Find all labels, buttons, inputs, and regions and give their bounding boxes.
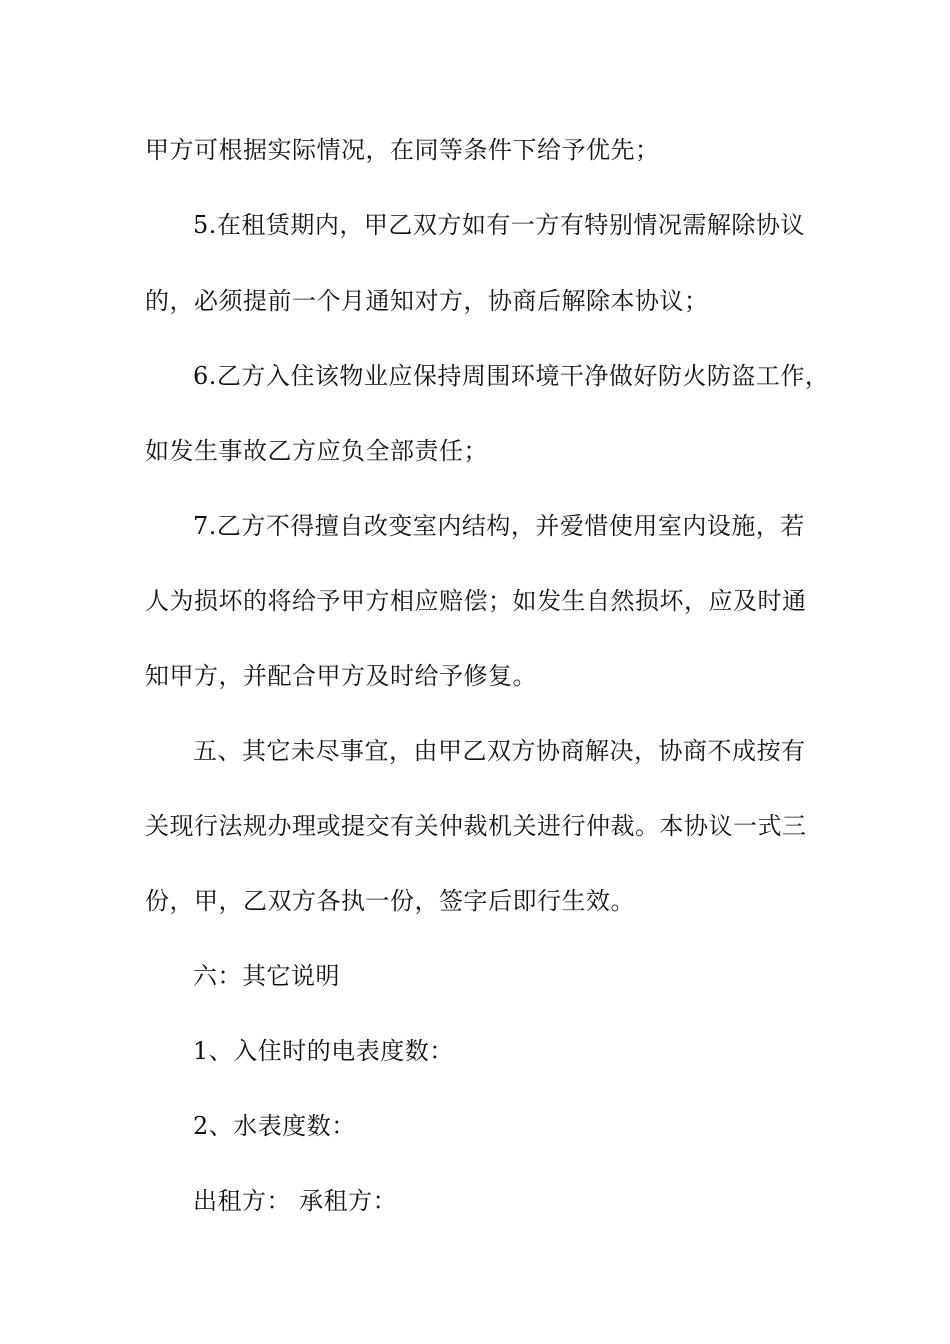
text-line: 关现行法规办理或提交有关仲裁机关进行仲裁。本协议一式三 — [145, 812, 807, 840]
text-line: 人为损坏的将给予甲方相应赔偿；如发生自然损坏，应及时通 — [145, 587, 807, 615]
text-line: 1、入住时的电表度数： — [193, 1037, 454, 1065]
text-line: 7.乙方不得擅自改变室内结构，并爱惜使用室内设施，若 — [193, 512, 805, 540]
text-line: 的，必须提前一个月通知对方，协商后解除本协议； — [145, 287, 709, 315]
text-line: 甲方可根据实际情况，在同等条件下给予优先； — [145, 136, 660, 164]
text-line: 如发生事故乙方应负全部责任； — [145, 437, 488, 465]
text-line: 5.在租赁期内，甲乙双方如有一方有特别情况需解除协议 — [193, 211, 805, 239]
text-line: 知甲方，并配合甲方及时给予修复。 — [145, 662, 537, 690]
signature-line: 出租方： 承租方： — [193, 1187, 398, 1215]
text-line: 2、水表度数： — [193, 1112, 356, 1140]
text-line: 五、其它未尽事宜，由甲乙双方协商解决，协商不成按有 — [193, 737, 806, 765]
section-heading: 六：其它说明 — [193, 962, 340, 990]
text-line: 份，甲，乙双方各执一份，签字后即行生效。 — [145, 887, 635, 915]
text-line: 6.乙方入住该物业应保持周围环境干净做好防火防盗工作， — [193, 362, 830, 390]
